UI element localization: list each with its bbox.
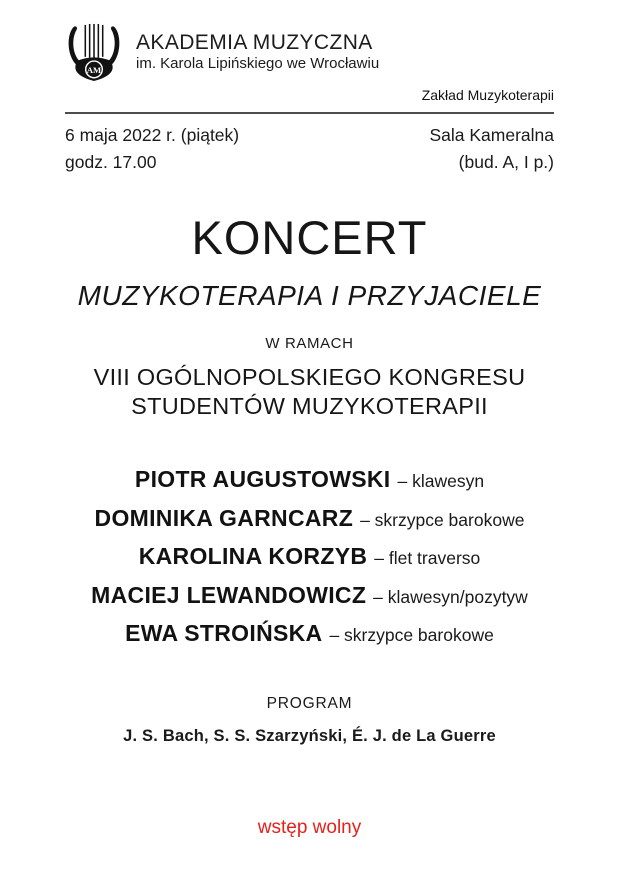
performer-name: KAROLINA KORZYB <box>138 543 368 569</box>
performer-row <box>65 616 554 655</box>
header-divider <box>65 112 554 114</box>
event-date: 6 maja 2022 r. (piątek) <box>65 125 240 145</box>
concert-title: KONCERT <box>191 211 428 264</box>
program-heading: PROGRAM <box>266 694 353 712</box>
context-intro: W RAMACH <box>265 335 354 352</box>
header <box>65 22 554 82</box>
performer-instrument: – flet traverso <box>374 548 481 568</box>
admission-note: wstęp wolny <box>257 816 362 838</box>
program-composers: J. S. Bach, S. S. Szarzyński, É. J. de La Guerre <box>123 726 496 745</box>
performer-row <box>65 501 554 540</box>
performer-name: MACIEJ LEWANDOWICZ <box>91 581 367 608</box>
event-venue <box>429 122 554 176</box>
performer-row <box>65 462 554 501</box>
performer-name: PIOTR AUGUSTOWSKI <box>134 466 391 492</box>
venue-name: Sala Kameralna <box>429 125 554 145</box>
institution-block <box>136 31 379 74</box>
performer-instrument: – skrzypce barokowe <box>360 509 525 530</box>
event-time: godz. 17.00 <box>65 152 157 172</box>
performer-instrument: – klawesyn <box>397 471 485 491</box>
performer-instrument: – klawesyn/pozytyw <box>373 586 528 607</box>
concert-subtitle: MUZYKOTERAPIA I PRZYJACIELE <box>77 280 542 311</box>
congress-title-line1: VIII OGÓLNOPOLSKIEGO KONGRESU <box>93 364 526 390</box>
performer-list <box>65 462 554 655</box>
performer-row <box>65 578 554 617</box>
event-info <box>65 122 554 176</box>
event-datetime <box>65 122 239 176</box>
performer-name: DOMINIKA GARNCARZ <box>94 504 354 531</box>
performer-instrument: – skrzypce barokowe <box>329 625 494 645</box>
institution-name: AKADEMIA MUZYCZNA <box>136 30 373 54</box>
performer-name: EWA STROIŃSKA <box>125 620 323 646</box>
venue-detail: (bud. A, I p.) <box>458 152 554 172</box>
congress-title <box>65 363 554 421</box>
congress-title-line2: STUDENTÓW MUZYKOTERAPII <box>131 393 488 419</box>
department-label: Zakład Muzykoterapii <box>421 87 554 103</box>
performer-row <box>65 539 554 578</box>
lyre-icon <box>65 22 123 82</box>
logo-monogram: AM <box>86 64 102 75</box>
institution-subtitle: im. Karola Lipińskiego we Wrocławiu <box>136 54 380 72</box>
